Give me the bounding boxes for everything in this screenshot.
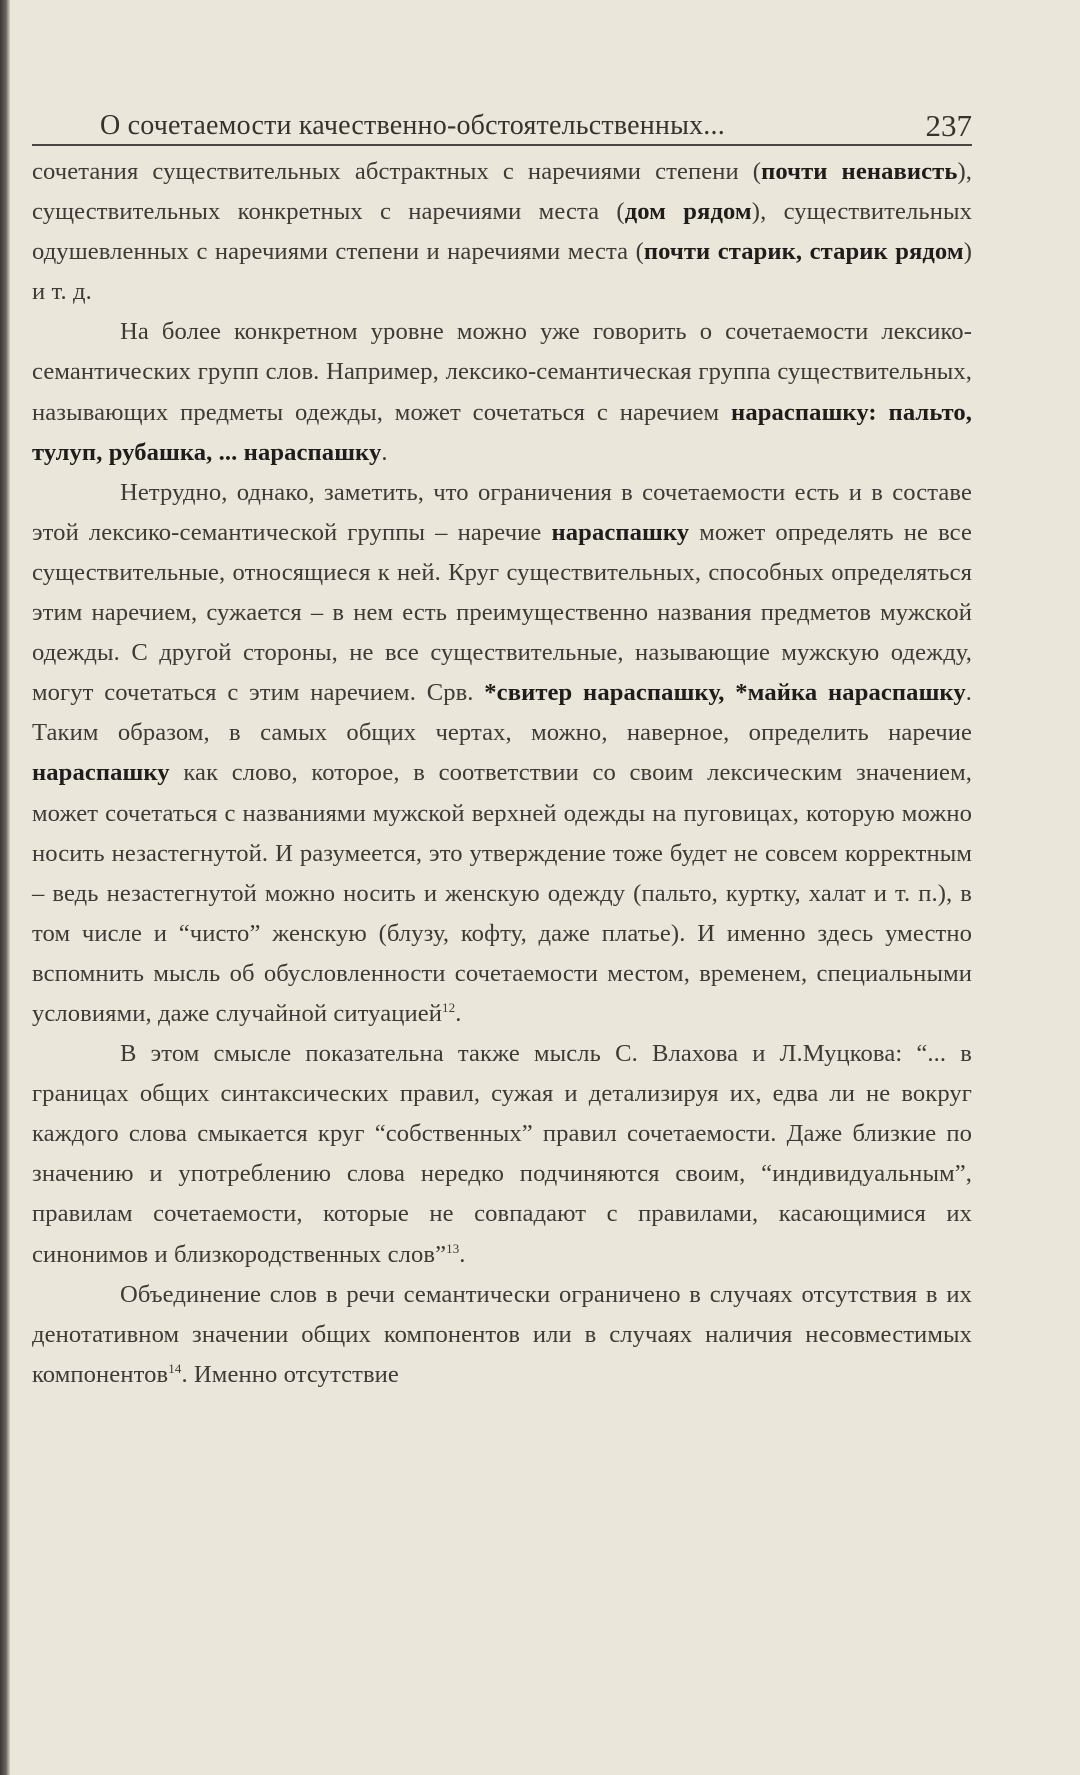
- paragraph: [32, 473, 972, 1034]
- running-title: О сочетаемости качественно-обстоятельственных...: [100, 110, 725, 141]
- text-run: В этом смысле показательна также мысль С. Влахова и Л.Муцкова: “... в границах общих синтаксических правил, сужая и детализируя их, едва ли не вокруг каждого слова смыкается круг “собственных” правил сочетаемости. Даже близкие по значению и употреблению слова нередко подчиняются своим, “индивидуальным”, правилам сочетаемости, которые не совпадают с правилами, касающимися их синонимов и близкородственных слов”: [32, 1040, 972, 1268]
- footnote-ref: 13: [446, 1240, 460, 1256]
- text-run: На более конкретном уровне можно уже говорить о сочетаемости лексико-семантических групп слов. Например, лексико-семантическая группа существительных, называющих предметы одежды, может сочетаться с наречием: [32, 318, 972, 426]
- text-run: .: [459, 1240, 466, 1268]
- text-run: может определять не все существительные, относящиеся к ней. Круг существительных, способных определяться этим наречием, сужается – в нем есть преимущественно названия предметов мужской одежды. С другой стороны, не все существительные, называющие мужскую одежду, могут сочетаться с этим наречием. Срв.: [32, 518, 973, 707]
- running-head: [32, 96, 972, 146]
- paragraph: [32, 1275, 972, 1395]
- paragraph: [32, 1034, 972, 1275]
- text-run: .: [455, 999, 462, 1027]
- body-text: [32, 152, 972, 1395]
- bold-example: дом рядом: [624, 198, 752, 226]
- bold-example: почти старик, старик рядом: [643, 238, 964, 266]
- paragraph: [32, 312, 972, 472]
- book-page: [32, 96, 972, 1395]
- bold-example: нараспашку: [32, 759, 170, 787]
- footnote-ref: 12: [442, 999, 456, 1015]
- text-run: ), существительных одушевленных с наречиями степени и наречиями места (: [32, 198, 973, 266]
- text-run: сочетания существительных абстрактных с наречиями степени (: [32, 158, 762, 185]
- text-run: . Таким образом, в самых общих чертах, можно, наверное, определить наречие: [32, 679, 972, 747]
- footnote-ref: 14: [168, 1360, 182, 1376]
- book-spine-shadow: [0, 0, 10, 1775]
- text-run: Объединение слов в речи семантически ограничено в случаях отсутствия в их денотативном значении общих компонентов или в случаях наличия несовместимых компонентов: [32, 1280, 972, 1388]
- text-run: . Именно отсутствие: [181, 1360, 399, 1388]
- bold-example: нараспашку: [551, 518, 690, 546]
- bold-example: почти ненависть: [761, 158, 958, 185]
- bold-example: нараспашку: пальто, тулуп, рубашка, ... нараспашку: [32, 398, 972, 466]
- bold-example: *свитер нараспашку, *майка нараспашку: [484, 679, 966, 707]
- page-number: 237: [925, 108, 972, 143]
- paragraph: [32, 152, 972, 312]
- text-run: как слово, которое, в соответствии со своим лексическим значением, может сочетаться с названиями мужской верхней одежды на пуговицах, которую можно носить незастегнутой. И разумеется, это утверждение тоже будет не совсем корректным – ведь незастегнутой можно носить и женскую одежду (пальто, куртку, халат и т. п.), в том числе и “чисто” женскую (блузу, кофту, даже платье). И именно здесь уместно вспомнить мысль об обусловленности сочетаемости местом, временем, специальными условиями, даже случайной ситуацией: [32, 759, 972, 1027]
- text-run: ), существительных конкретных с наречиями места (: [32, 158, 972, 226]
- text-run: .: [381, 438, 388, 466]
- text-run: ) и т. д.: [32, 238, 972, 306]
- text-run: Нетрудно, однако, заметить, что ограничения в сочетаемости есть и в составе этой лексико-семантической группы – наречие: [32, 478, 972, 546]
